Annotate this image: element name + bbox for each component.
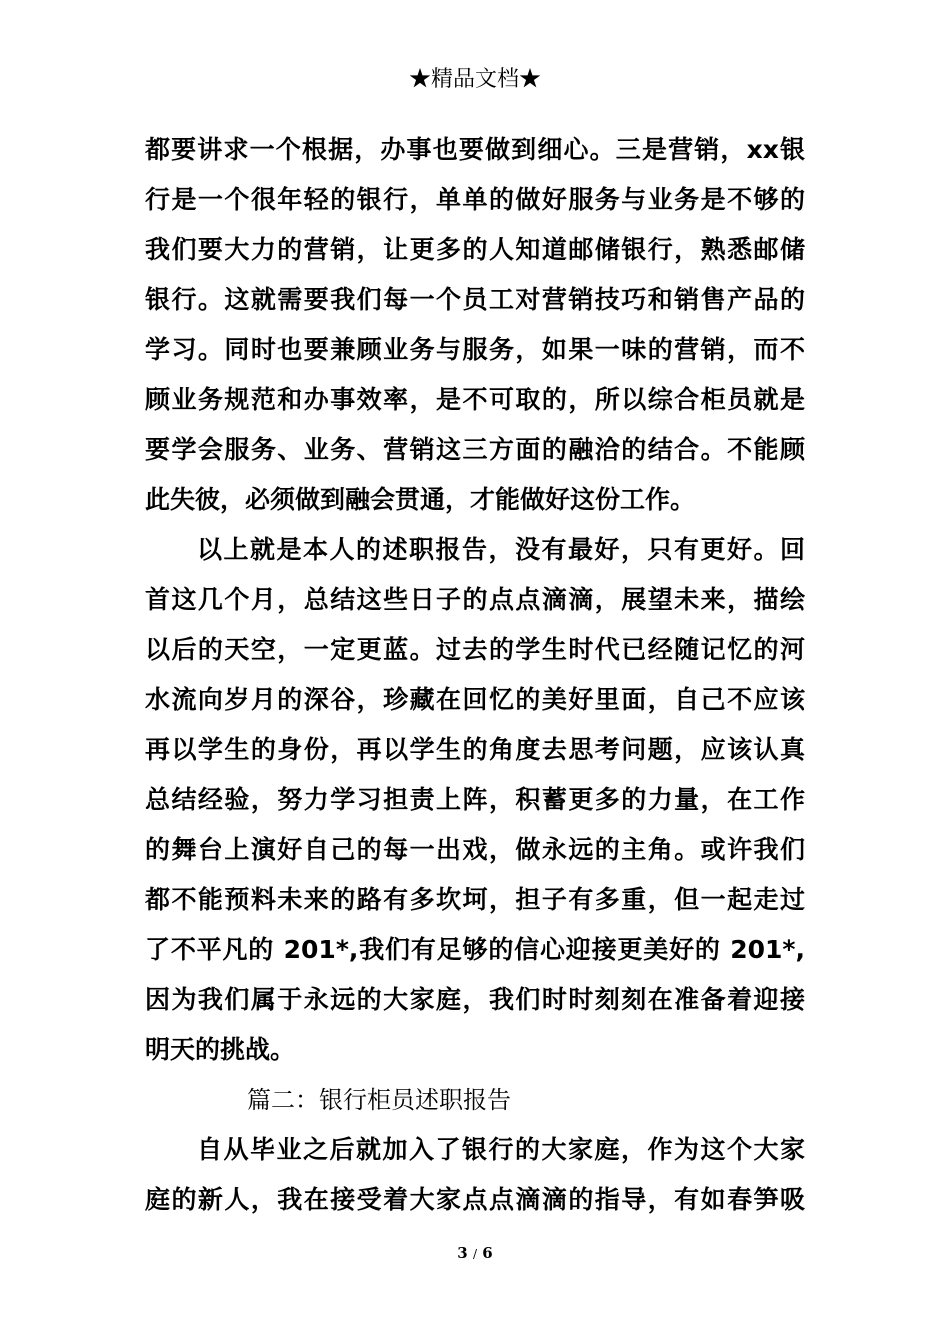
text-line: 此失彼，必须做到融会贯通，才能做好这份工作。 xyxy=(145,485,696,514)
document-body xyxy=(145,128,805,1228)
text-line: 顾业务规范和办事效率，是不可取的，所以综合柜员就是 xyxy=(145,385,805,414)
document-header-title: ★精品文档★ xyxy=(408,67,541,92)
text-line: 再以学生的身份，再以学生的角度去思考问题，应该认真 xyxy=(145,735,805,764)
text-line: 银行。这就需要我们每一个员工对营销技巧和销售产品的 xyxy=(145,285,805,314)
text-line: 要学会服务、业务、营销这三方面的融洽的结合。不能顾 xyxy=(145,435,805,464)
text-line: 以上就是本人的述职报告，没有最好，只有更好。回 xyxy=(197,535,805,564)
text-line: 我们要大力的营销，让更多的人知道邮储银行，熟悉邮储 xyxy=(145,235,805,264)
page-separator: / xyxy=(472,1247,478,1261)
text-line: 因为我们属于永远的大家庭，我们时时刻刻在准备着迎接 xyxy=(145,985,805,1014)
text-line: 自从毕业之后就加入了银行的大家庭，作为这个大家 xyxy=(197,1135,805,1164)
text-line: 的舞台上演好自己的每一出戏，做永远的主角。或许我们 xyxy=(145,835,805,864)
text-line: 以后的天空，一定更蓝。过去的学生时代已经随记忆的河 xyxy=(145,635,805,664)
current-page: 3 xyxy=(457,1244,468,1262)
section-heading: 篇二：银行柜员述职报告 xyxy=(247,1086,511,1114)
text-line: 都不能预料未来的路有多坎坷，担子有多重，但一起走过 xyxy=(145,885,805,914)
text-line: 水流向岁月的深谷，珍藏在回忆的美好里面，自己不应该 xyxy=(145,685,805,714)
text-line: 行是一个很年轻的银行，单单的做好服务与业务是不够的 xyxy=(145,185,805,214)
total-pages: 6 xyxy=(482,1244,493,1262)
text-line: 明天的挑战。 xyxy=(145,1035,296,1064)
text-line: 庭的新人，我在接受着大家点点滴滴的指导，有如春笋吸 xyxy=(145,1185,805,1214)
text-line: 总结经验，努力学习担责上阵，积蓄更多的力量，在工作 xyxy=(145,785,805,814)
text-line: 首这几个月，总结这些日子的点点滴滴，展望未来，描绘 xyxy=(145,585,805,614)
text-line: 学习。同时也要兼顾业务与服务，如果一味的营销，而不 xyxy=(145,335,805,364)
page-number xyxy=(0,1244,950,1262)
text-line: 都要讲求一个根据，办事也要做到细心。三是营销，xx银 xyxy=(145,135,805,164)
text-line: 了不平凡的 201*,我们有足够的信心迎接更美好的 201*, xyxy=(145,935,805,964)
